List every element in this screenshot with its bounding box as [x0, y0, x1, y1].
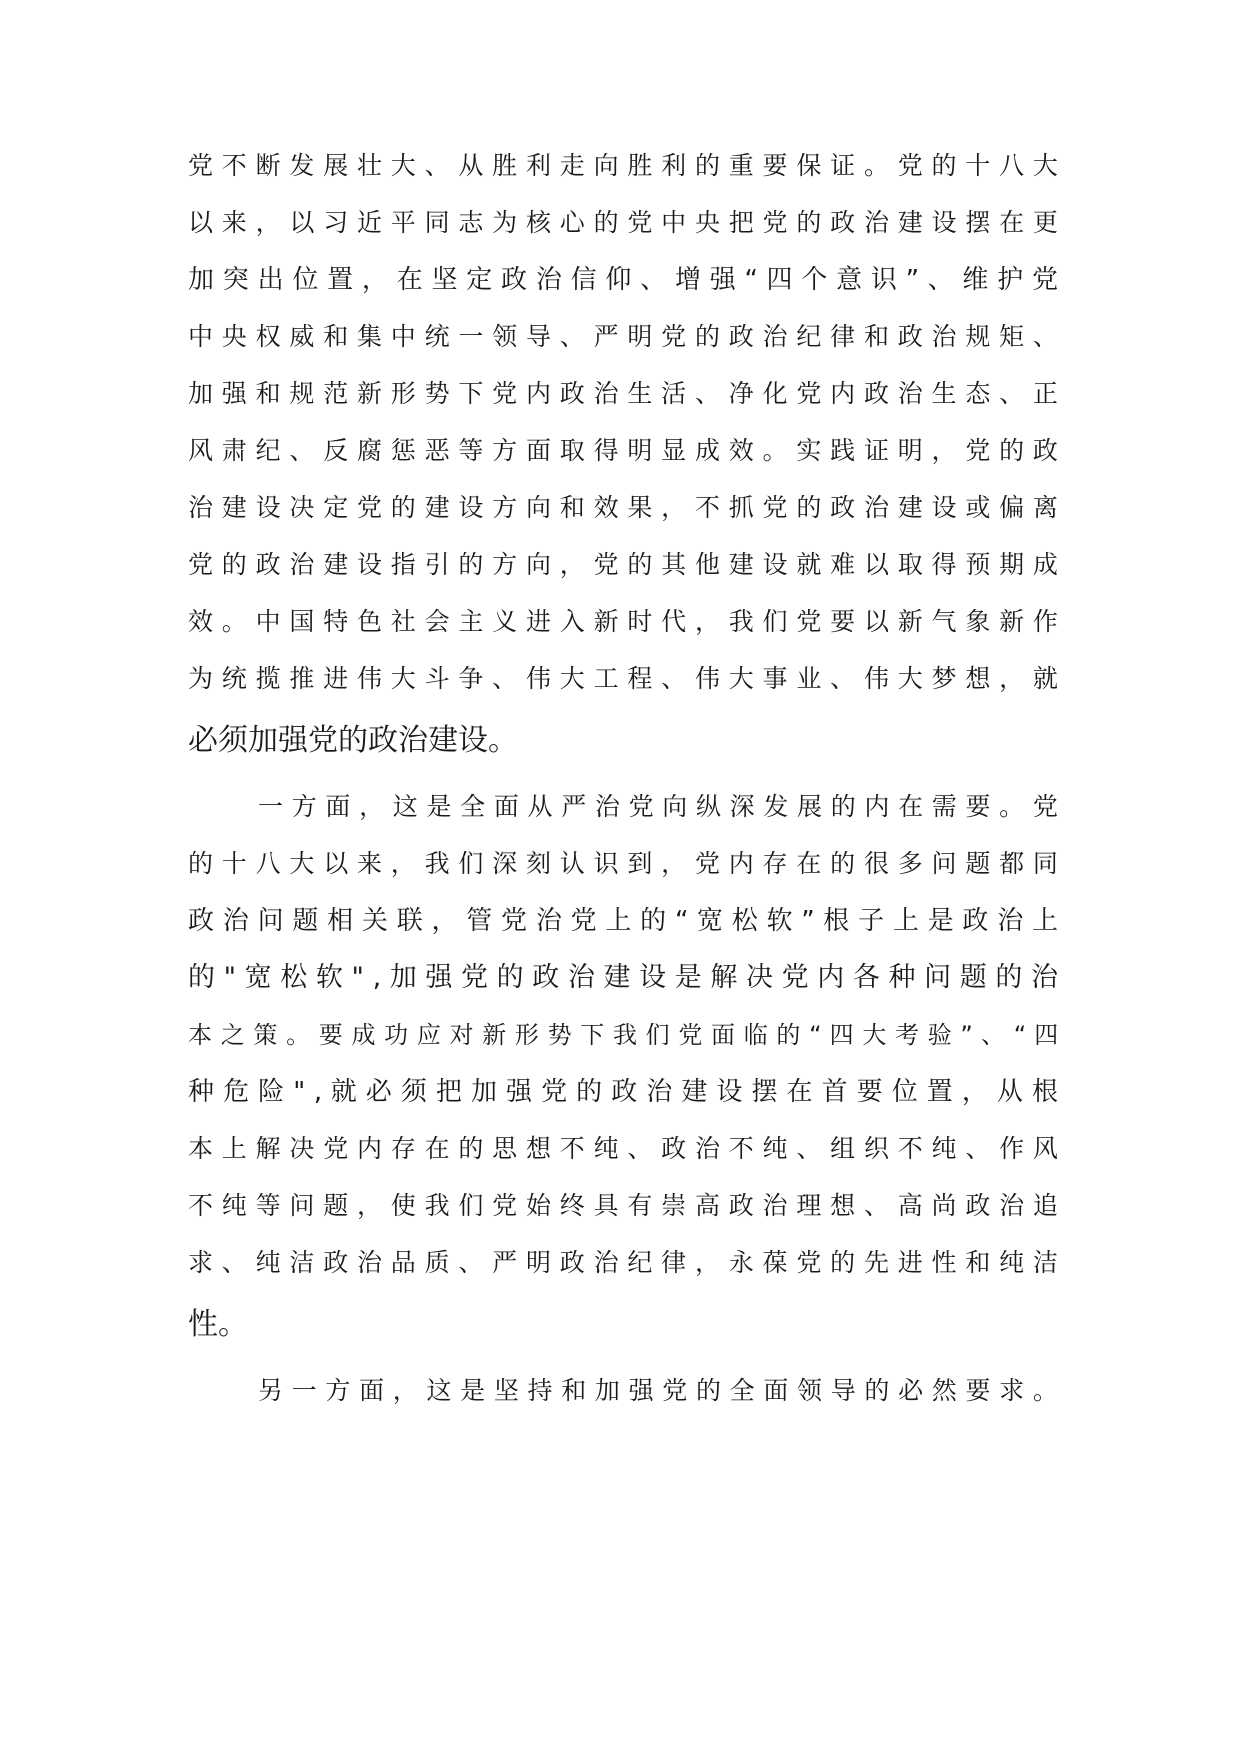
paragraph-2-line-10: 性。	[188, 1307, 248, 1342]
paragraph-1-line-8: 党 的 政 治 建 设 指 引 的 方 向 ， 党 的 其 他 建 设 就 难 以 取 得 预 期 成	[188, 550, 1058, 579]
paragraph-2-line-2: 的 十 八 大 以 来 ， 我 们 深 刻 认 识 到 ， 党 内 存 在 的 很 多 问 题 都 同	[188, 849, 1058, 878]
paragraph-1-line-3: 加 突 出 位 置 ， 在 坚 定 政 治 信 仰 、 增 强 “ 四 个 意 识 ” 、 维 护 党	[188, 265, 1058, 295]
paragraph-2-line-6: 种 危 险 " , 就 必 须 把 加 强 党 的 政 治 建 设 摆 在 首 要 位 置 ， 从 根	[188, 1077, 1058, 1107]
paragraph-2-line-1: 一 方 面 ， 这 是 全 面 从 严 治 党 向 纵 深 发 展 的 内 在 需 要 。 党	[258, 792, 1058, 821]
paragraph-1-line-10: 为 统 揽 推 进 伟 大 斗 争 、 伟 大 工 程 、 伟 大 事 业 、 伟 大 梦 想 ， 就	[188, 664, 1058, 693]
paragraph-2-line-5: 本 之 策 。 要 成 功 应 对 新 形 势 下 我 们 党 面 临 的 “ 四 大 考 验 ” 、 “ 四	[188, 1021, 1059, 1049]
paragraph-2-line-4: 的 " 宽 松 软 " , 加 强 党 的 政 治 建 设 是 解 决 党 内 各 种 问 题 的 治	[188, 962, 1059, 993]
paragraph-1-line-2: 以 来 ， 以 习 近 平 同 志 为 核 心 的 党 中 央 把 党 的 政 治 建 设 摆 在 更	[188, 208, 1058, 237]
paragraph-1-line-9: 效 。 中 国 特 色 社 会 主 义 进 入 新 时 代 ， 我 们 党 要 以 新 气 象 新 作	[188, 607, 1058, 636]
paragraph-1-line-11: 必须加强党的政治建设。	[188, 723, 518, 758]
paragraph-2-line-7: 本 上 解 决 党 内 存 在 的 思 想 不 纯 、 政 治 不 纯 、 组 织 不 纯 、 作 风	[188, 1134, 1058, 1163]
paragraph-2-line-8: 不 纯 等 问 题 ， 使 我 们 党 始 终 具 有 崇 高 政 治 理 想 、 高 尚 政 治 追	[188, 1191, 1058, 1220]
paragraph-1-line-6: 风 肃 纪 、 反 腐 惩 恶 等 方 面 取 得 明 显 成 效 。 实 践 证 明 ， 党 的 政	[188, 436, 1058, 465]
paragraph-1-line-7: 治 建 设 决 定 党 的 建 设 方 向 和 效 果 ， 不 抓 党 的 政 治 建 设 或 偏 离	[188, 493, 1058, 522]
paragraph-2-line-3: 政 治 问 题 相 关 联 ， 管 党 治 党 上 的 “ 宽 松 软 ” 根 子 上 是 政 治 上	[188, 906, 1058, 936]
paragraph-1-line-1: 党 不 断 发 展 壮 大 、 从 胜 利 走 向 胜 利 的 重 要 保 证 。 党 的 十 八 大	[188, 151, 1058, 180]
paragraph-1-line-4: 中 央 权 威 和 集 中 统 一 领 导 、 严 明 党 的 政 治 纪 律 和 政 治 规 矩 、	[188, 322, 1058, 351]
paragraph-1-line-5: 加 强 和 规 范 新 形 势 下 党 内 政 治 生 活 、 净 化 党 内 政 治 生 态 、 正	[188, 379, 1058, 408]
paragraph-3-line-1: 另 一 方 面 ， 这 是 坚 持 和 加 强 党 的 全 面 领 导 的 必 然 要 求 。	[258, 1376, 1058, 1405]
paragraph-2-line-9: 求 、 纯 洁 政 治 品 质 、 严 明 政 治 纪 律 ， 永 葆 党 的 先 进 性 和 纯 洁	[188, 1248, 1058, 1277]
